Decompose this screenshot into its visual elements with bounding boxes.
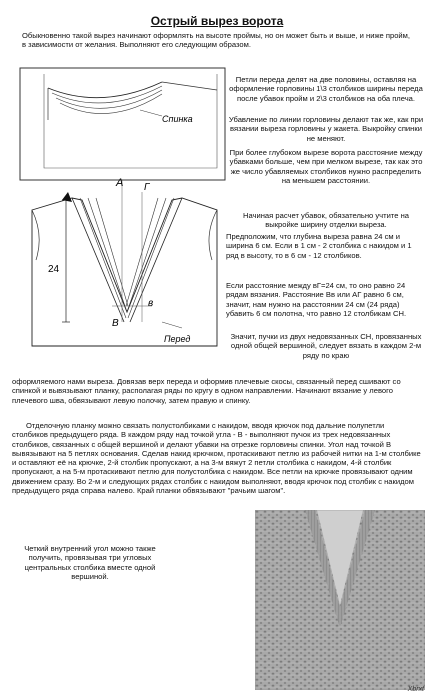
right-paragraph-1: Петли переда делят на две половины, оставляя на оформление горловины 1\3 столбиков ширины переда после убавок пройм и 2\3 столбиков на оба плеча. xyxy=(229,75,423,103)
page-title: Острый вырез ворота xyxy=(150,14,284,28)
bottom-note: Четкий внутренний угол можно также получить, провязывая три угловых центральных столбика вместе одной вершиной. xyxy=(24,544,156,581)
label-A: А xyxy=(116,177,124,189)
right-paragraph-4: Начиная расчет убавок, обязательно учтите на выкройке ширину отделки выреза. xyxy=(243,211,409,230)
label-B: В xyxy=(112,318,119,329)
right-paragraph-7: Значит, пучки из двух недовязанных СН, провязанных одной общей вершиной, следует вязать в каждом 2-м ряду по краю xyxy=(230,332,422,360)
right-paragraph-6: Если расстояние между вГ=24 см, то оно равно 24 рядам вязания. Расстояние Вв или АГ равно 6 см, значит, нам нужно на расстоянии 24 см (24 ряда) убавить 6 см полотна, что равно 12 столбикам СН. xyxy=(226,281,407,318)
right-paragraph-3: При более глубоком вырезе ворота расстояние между убавками больше, чем при мелком вырезе, так как это же число убавляемых столбиков нужно распределить на меньшем расстоянии. xyxy=(229,148,423,185)
label-24: 24 xyxy=(48,264,60,275)
label-G: Г xyxy=(144,182,150,193)
intro-paragraph: Обыкновенно такой вырез начинают оформлять на высоте проймы, но он может быть и выше, и ниже пройм, в зависимости от желания. Выполняют его следующим образом. xyxy=(22,31,411,50)
pattern-diagram xyxy=(12,60,230,365)
knitted-sample-image xyxy=(255,510,425,690)
back-pattern xyxy=(20,68,225,180)
body-paragraph-2: Отделочную планку можно связать полустолбиками с накидом, вводя крючок под дальние полупетли столбиков предыдущего ряда. В каждом ряду над точкой угла - В - выполняют пучок из трех недовязанных столбиков, связанных с общей вершиной и делают убавки на отрезке горловины спинки. Угол над точкой В вывязывают на 5 петлях основания. Сделав накид крючком, протаскивают петлю из рабочей нитки на 1-м столбике и оставляют её на крючке, 2-й столбик пропускают, а на 3-м вяжут 2 петли столбика с накидом, 4-й столбик пропускают, а на 5-м протаскивают петлю для полустолбика с накидом. Все петли на крючке провязывают одним движением сразу. Во 2-м и следующих рядах столбик с накидом выполняют, вводя крючок под столбик с накидом предыдущего ряда справа налево. Край планки обвязывают "рачьим шагом". xyxy=(12,421,421,495)
right-paragraph-2: Убавление по линии горловины делают так же, как при вязании выреза горловины у жакета. Выкройку спинки не меняют. xyxy=(228,115,424,143)
label-back: Спинка xyxy=(162,114,193,124)
signature: Xbrxt xyxy=(407,686,424,693)
front-pattern xyxy=(32,180,217,346)
label-front: Перед xyxy=(164,334,191,344)
body-paragraph-1: оформляемого нами выреза. Довязав верх переда и оформив плечевые скосы, связанный перед сшивают со спинкой и вывязывают планку, располагая ряды по кругу в одном направлении. Начинают вязание у левого плечевого шва, обвязывают левую полочку, затем правую и спинку. xyxy=(12,377,401,405)
right-paragraph-5: Предположим, что глубина выреза равна 24 см и ширина 6 см. Если в 1 см - 2 столбика с накидом и 1 ряд в высоту, то в 6 см - 12 столбиков. xyxy=(226,232,412,260)
label-v: в xyxy=(148,298,154,309)
